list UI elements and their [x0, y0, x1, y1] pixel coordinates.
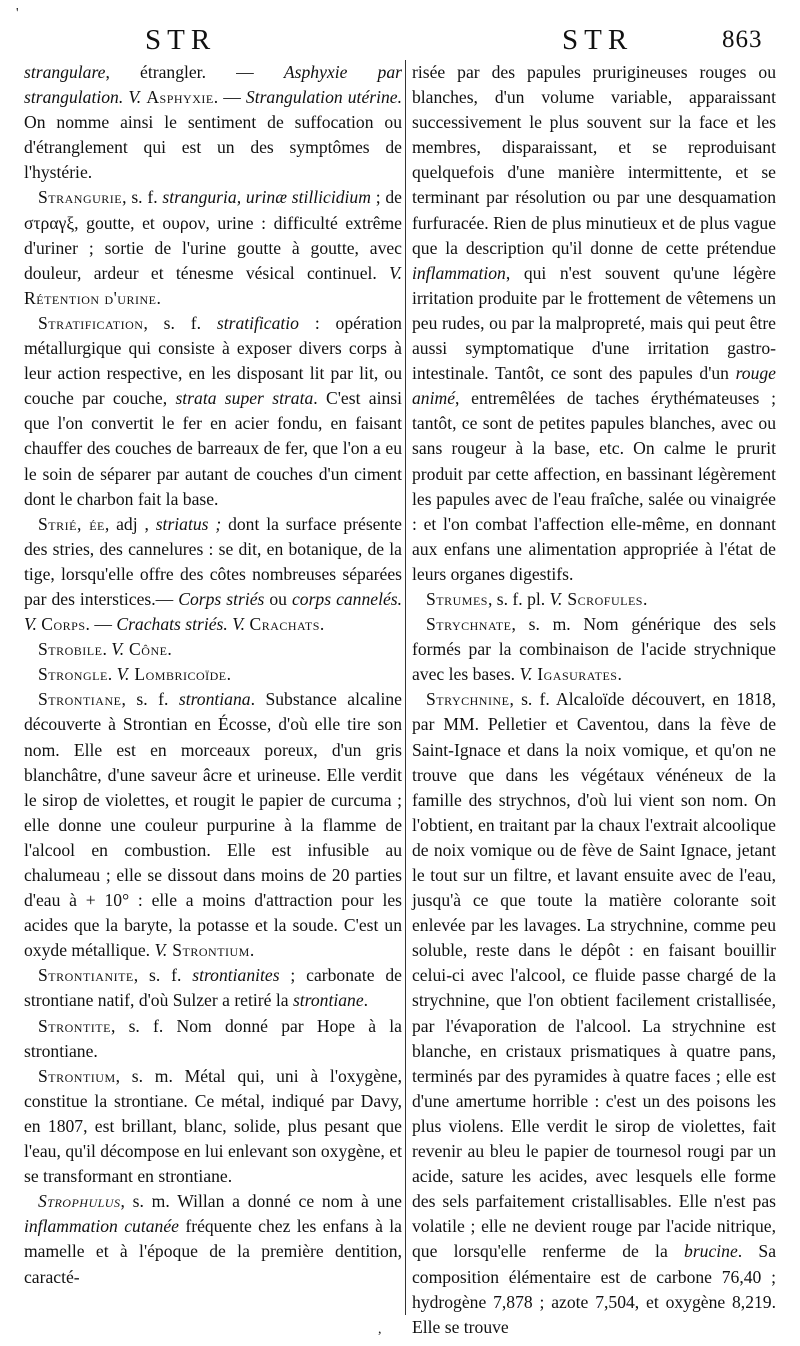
- entry-strangulation: strangulare, étrangler. — Asphyxie par strangulation. V. Asphyxie. — Strangulation utérine. On nomme ainsi le sentiment de suffocation ou d'étranglement qui est un des symptômes de l'hystérie.: [24, 62, 402, 183]
- right-column: [412, 60, 776, 1340]
- entry-stratification: Stratification, s. f. stratificatio : opération métallurgique qui consiste à exposer divers corps à leur action respective, en les disposant lit par lit, ou couche par couche, strata super strata. C'est ainsi que l'on convertit le fer en acier fondu, en faisant chauffer des couches de barreaux de fer, que l'on a eu le soin de séparer par autant de couches d'un ciment dont le charbon fait la base.: [24, 312, 402, 509]
- entry-strongle: Strongle. V. Lombricoïde.: [38, 664, 232, 685]
- entry-strie: Strié, ée, adj , striatus ; dont la surface présente des stries, des cannelures : se dit, en botanique, de la tige, lorsqu'elle offre des côtes nombreuses séparées par des interstices.— Corps striés ou corps cannelés. V. Corps. — Crachats striés. V. Crachats.: [24, 513, 403, 635]
- entry-strophulus-continued: risée par des papules prurigineuses rouges ou blanches, d'un volume variable, apparaissant successivement le plus souvent sur la face et les membres, disparaissant, et se reproduisant quelquefois d'une manière intermittente, et se terminant par résolution ou par une desquamation furfuracée. Rien de plus minutieux et de plus vague que la description qu'il donne de cette prétendue inflammation, qui n'est souvent qu'une légère irritation produite par le frottement de vêtemens un peu rudes, ou par la malpropreté, mais qui peut être aussi symptomatique d'une irritation gastro-intestinale. Tantôt, ce sont des papules d'un rouge animé, entremêlées de taches érythémateuses ; tantôt, ce sont de petites papules blanches, avec ou sans rougeur à la base, etc. On calme le prurit produit par cette affection, en bassinant légèrement les papules avec de l'eau fraîche, salée ou vinaigrée : et l'on combat l'affection elle-même, en donnant aux enfans une alimentation appropriée à l'état de leurs organes digestifs.: [412, 62, 776, 584]
- entry-strangurie: Strangurie, s. f. stranguria, urinæ stillicidium ; de στραγξ, goutte, et ουρον, urine : difficulté extrême d'uriner ; sortie de l'urine goutte à goutte, avec douleur, ardeur et ténesme vésical continuel. V. Rétention d'urine.: [24, 187, 402, 308]
- entry-strontite: Strontite, s. f. Nom donné par Hope à la strontiane.: [24, 1015, 402, 1061]
- entry-strychnate: Strychnate, s. m. Nom générique des sels formés par la combinaison de l'acide strychnique avec les bases. V. Igasurates.: [412, 614, 776, 685]
- stray-mark-top: ': [16, 6, 19, 21]
- running-head-left: STR: [145, 24, 217, 56]
- page-number: 863: [722, 26, 763, 53]
- stray-mark-bottom: ,: [378, 1322, 382, 1337]
- entry-strobile: Strobile. V. Cône.: [38, 639, 173, 660]
- entry-strophulus: Strophulus, s. m. Willan a donné ce nom à une inflammation cutanée fréquente chez les enfans à la mamelle et à l'époque de la première dentition, caracté-: [24, 1191, 402, 1287]
- running-head-right: STR: [562, 24, 634, 56]
- left-column: [24, 60, 402, 1290]
- entry-strychnine: Strychnine, s. f. Alcaloïde découvert, en 1818, par MM. Pelletier et Caventou, dans la fève de Saint-Ignace et dans la noix vomique, et qu'on ne trouve que dans les végétaux vénéneux de la famille des strychnos, d'où lui vient son nom. On l'obtient, en traitant par la chaux l'extrait alcoolique de noix vomique ou de fève de Saint Ignace, jetant le tout sur un filtre, et lavant ensuite avec de l'eau, jusqu'à ce que toute la matière colorante soit enlevée par les lavages. La strychnine, comme peu soluble, reste dans le dépôt : en faisant bouillir celui-ci avec l'alcool, ce fluide passe chargé de la strychnine, que l'on obtient facilement cristallisée, par l'évaporation de l'alcool. La strychnine est blanche, en cristaux prismatiques à quatre pans, terminés par des pyramides à quatre faces ; elle est d'une amertume horrible : c'est un des poisons les plus violens. Elle verdit le sirop de violettes, fait revenir au bleu le papier de tournesol rougi par un acide, sature les acides, avec lesquels elle forme des sels parfaitement cristallisables. Elle n'est pas volatile ; elle ne devient rouge par l'acide nitrique, que lorsqu'elle renferme de la brucine. Sa composition élémentaire est de carbone 76,40 ; hydrogène 7,878 ; azote 7,504, et oxygène 8,219. Elle se trouve: [412, 689, 777, 1337]
- entry-strumes: Strumes, s. f. pl. V. Scrofules.: [426, 588, 648, 609]
- entry-strontianite: Strontianite, s. f. strontianites ; carbonate de strontiane natif, d'où Sulzer a retiré la strontiane.: [24, 965, 402, 1011]
- column-divider: [405, 60, 406, 1315]
- entry-strontiane: Strontiane, s. f. strontiana. Substance alcaline découverte à Strontian en Écosse, d'où elle tire son nom. Elle est en morceaux poreux, d'un gris blanchâtre, d'une saveur âcre et urineuse. Elle verdit le sirop de violettes, et rougit le papier de curcuma ; elle donne une couleur purpurine à la flamme de l'alcool en combustion. Elle est infusible au chalumeau ; elle se dissout dans moins de 20 parties d'eau à + 10° : elle a moins d'attraction pour les acides que la baryte, la potasse et la soude. C'est un oxyde métallique. V. Strontium.: [24, 689, 402, 961]
- entry-strontium: Strontium, s. m. Métal qui, uni à l'oxygène, constitue la strontiane. Ce métal, indiqué par Davy, en 1807, est brillant, blanc, solide, plus pesant que l'eau, qu'il décompose en lui enlevant son oxygène, et se transformant en strontiane.: [24, 1065, 402, 1187]
- page-header: [0, 20, 800, 60]
